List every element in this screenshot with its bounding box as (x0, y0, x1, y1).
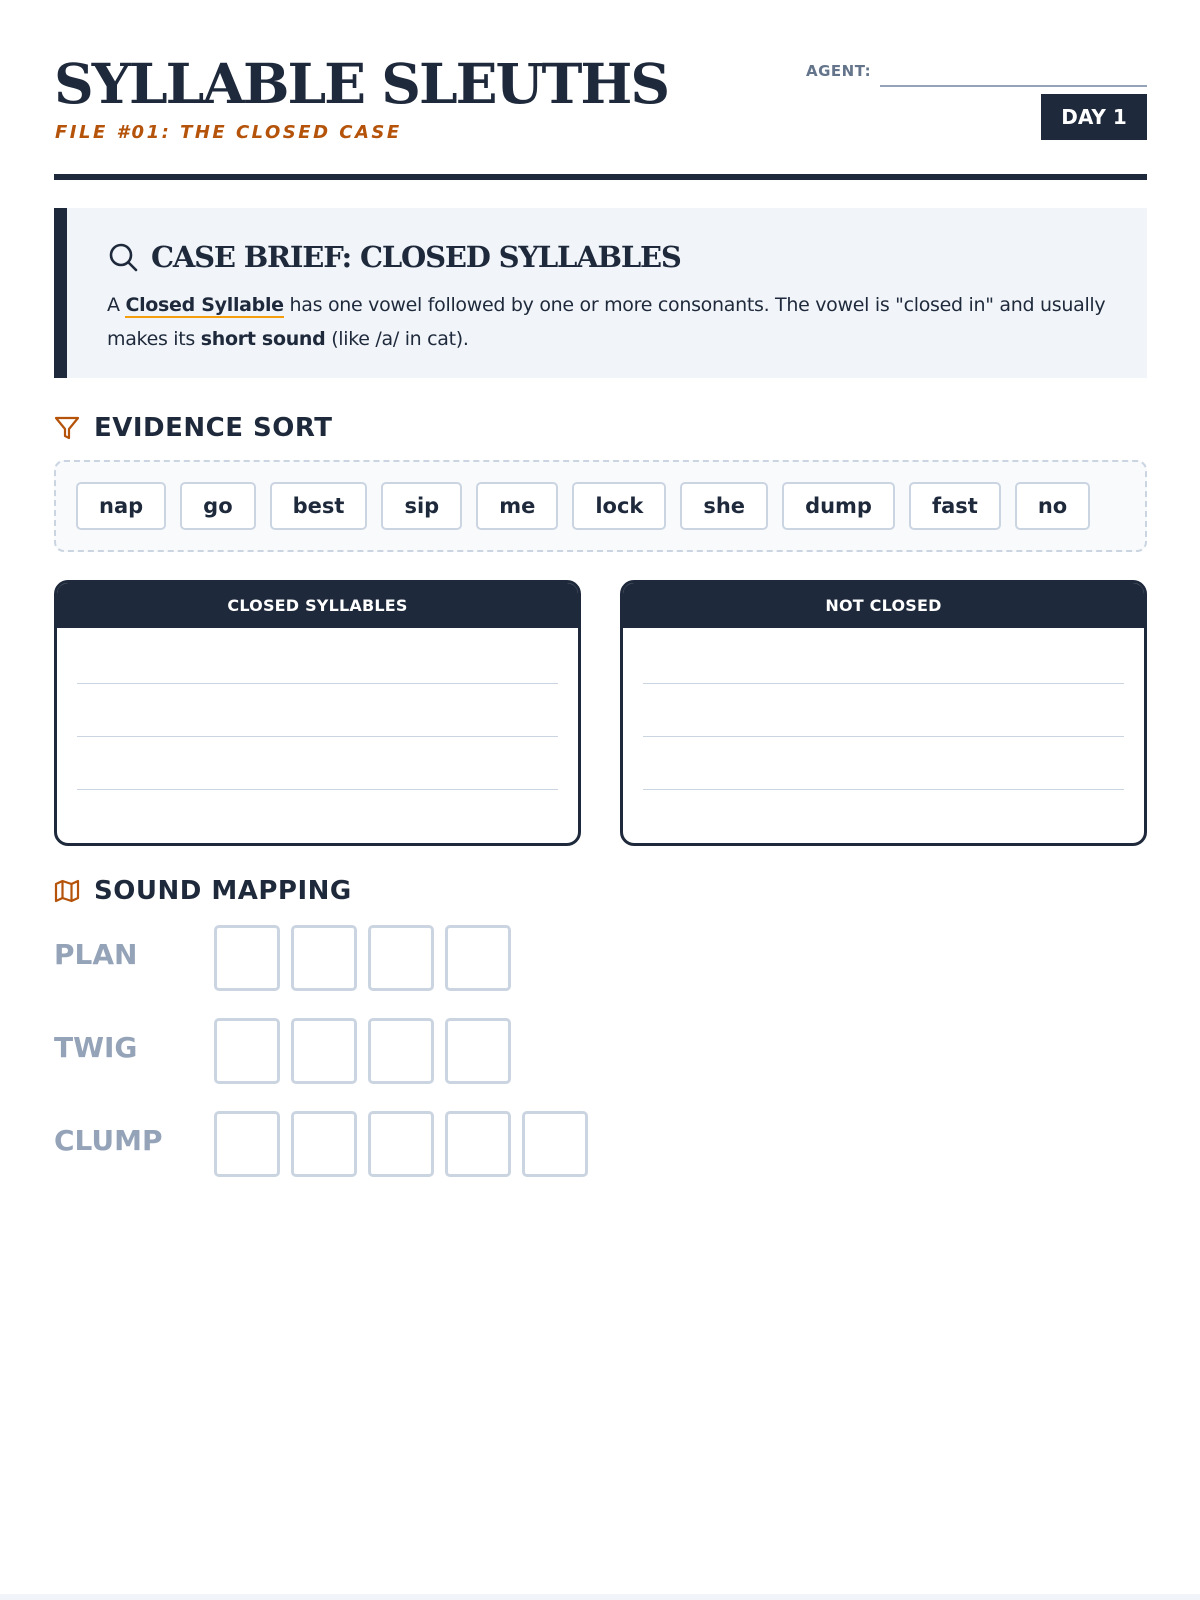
sound-box[interactable] (368, 1111, 434, 1177)
not-closed-box[interactable] (620, 580, 1147, 846)
sound-box[interactable] (291, 1018, 357, 1084)
word-chip[interactable]: dump (782, 482, 895, 530)
header-divider (54, 174, 1147, 180)
page-subtitle: FILE #01: THE CLOSED CASE (55, 122, 402, 143)
sound-box[interactable] (214, 1018, 280, 1084)
sound-box[interactable] (445, 1018, 511, 1084)
filter-icon (54, 415, 80, 441)
case-brief-heading (107, 240, 681, 274)
day-badge: DAY 1 (1041, 94, 1147, 140)
brief-emphasis: short sound (200, 328, 326, 350)
brief-term: Closed Syllable (125, 294, 284, 316)
evidence-sort-heading (54, 413, 332, 443)
mapping-word: CLUMP (54, 1124, 163, 1157)
sound-box[interactable] (368, 1018, 434, 1084)
brief-text-part: A (107, 294, 126, 316)
mapping-word: TWIG (54, 1031, 138, 1064)
brief-text-part: (like /a/ in cat). (325, 328, 469, 350)
closed-syllables-box[interactable] (54, 580, 581, 846)
word-bank (54, 460, 1147, 552)
sound-box[interactable] (368, 925, 434, 991)
page-bottom-edge (0, 1594, 1200, 1600)
sound-box[interactable] (445, 925, 511, 991)
sound-mapping-title: SOUND MAPPING (94, 876, 352, 906)
word-chip[interactable]: sip (381, 482, 462, 530)
evidence-sort-title: EVIDENCE SORT (94, 413, 333, 443)
sound-box[interactable] (445, 1111, 511, 1177)
agent-label: AGENT: (806, 62, 872, 80)
page-title: SYLLABLE SLEUTHS (54, 51, 669, 116)
sound-box[interactable] (291, 1111, 357, 1177)
word-chip[interactable]: fast (909, 482, 1001, 530)
word-chip[interactable]: best (270, 482, 368, 530)
sound-boxes (214, 925, 511, 991)
word-chip[interactable]: no (1015, 482, 1090, 530)
not-closed-header: NOT CLOSED (623, 583, 1144, 628)
writing-line (77, 789, 558, 790)
closed-syllables-header: CLOSED SYLLABLES (57, 583, 578, 628)
word-chip[interactable]: lock (572, 482, 666, 530)
mapping-word: PLAN (54, 938, 138, 971)
sound-box[interactable] (291, 925, 357, 991)
case-brief-text (107, 288, 1117, 356)
writing-line (643, 736, 1124, 737)
sound-box[interactable] (214, 1111, 280, 1177)
word-chip[interactable]: she (680, 482, 768, 530)
sound-boxes (214, 1111, 588, 1177)
sound-mapping-heading (54, 876, 352, 906)
writing-line (77, 683, 558, 684)
case-brief-panel (54, 208, 1147, 378)
search-icon (107, 241, 139, 273)
word-chip[interactable]: nap (76, 482, 166, 530)
writing-line (643, 789, 1124, 790)
writing-line (643, 683, 1124, 684)
brief-text-part: has one vowel followed by one or more consonants. The vowel is "closed in" and usually makes its (107, 294, 1106, 350)
case-brief-title: CASE BRIEF: CLOSED SYLLABLES (151, 240, 681, 274)
sound-box[interactable] (522, 1111, 588, 1177)
word-chip[interactable]: me (476, 482, 558, 530)
sound-box[interactable] (214, 925, 280, 991)
map-icon (54, 878, 80, 904)
word-chip[interactable]: go (180, 482, 255, 530)
writing-line (77, 736, 558, 737)
sound-boxes (214, 1018, 511, 1084)
agent-name-field[interactable] (880, 85, 1147, 87)
